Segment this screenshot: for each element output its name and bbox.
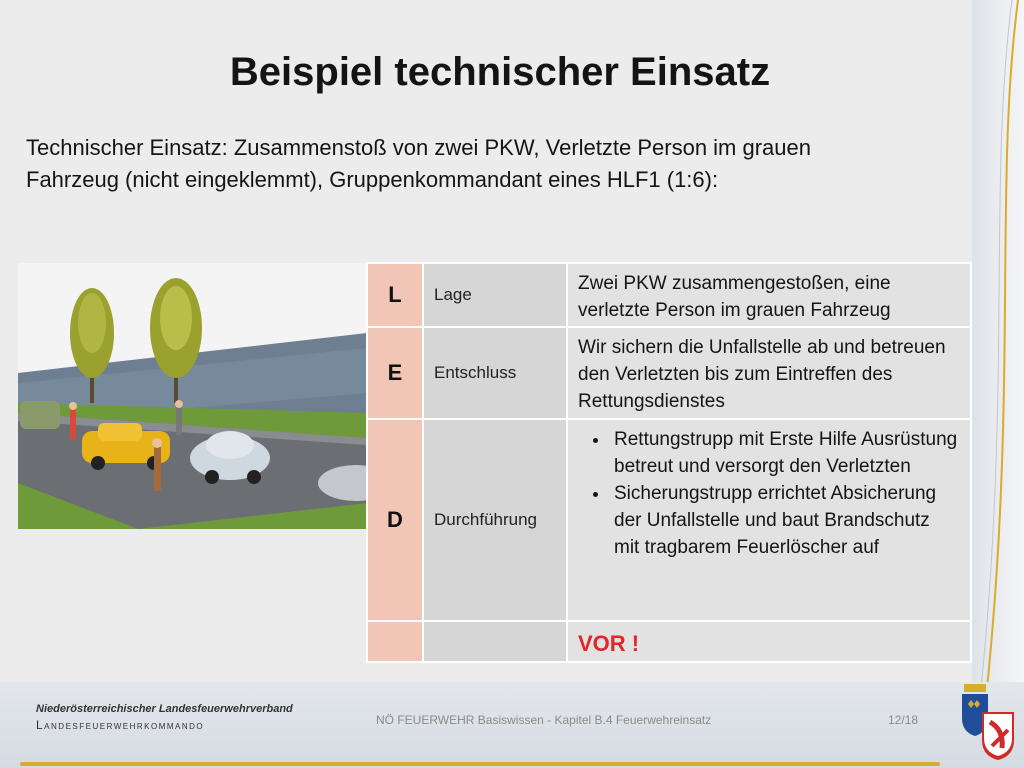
intro-text: [26, 132, 956, 196]
noe-feuerwehr-coat-of-arms-icon: [952, 678, 1022, 764]
list-item: • Rettungstrupp mit Erste Hilfe Ausrüstung betreut und versorgt den Verletzten: [610, 426, 960, 480]
row-text-durchfuehrung: [566, 418, 972, 622]
org-name: Niederösterreichischer Landesfeuerwehrverband: [36, 703, 293, 715]
row-letter-l: L: [366, 262, 424, 328]
page-title: Beispiel technischer Einsatz: [229, 50, 771, 94]
row-letter-e: E: [366, 326, 424, 420]
durchfuehrung-list: [578, 426, 960, 561]
intro-line-2: Fahrzeug (nicht eingeklemmt), Gruppenkommandant eines HLF1 (1:6):: [26, 167, 719, 192]
org-subtitle: Landesfeuerwehrkommando: [36, 718, 205, 732]
list-item: • Sicherungstrupp errichtet Absicherung der Unfallstelle und baut Brandschutz mit tragbarem Feuerlöscher auf: [610, 480, 960, 561]
page-number: 12/18: [888, 713, 919, 727]
vor-text: VOR !: [566, 620, 972, 663]
row-text-entschluss: Wir sichern die Unfallstelle ab und betreuen den Verletzten bis zum Eintreffen des Rettungsdienstes: [566, 326, 972, 420]
led-table: [366, 262, 972, 663]
footer-chapter: NÖ FEUERWEHR Basiswissen - Kapitel B.4 Feuerwehreinsatz: [376, 713, 712, 727]
intro-line-1: Technischer Einsatz: Zusammenstoß von zwei PKW, Verletzte Person im grauen: [26, 135, 811, 160]
footer-accent-line: [20, 762, 940, 766]
row-text-lage: Zwei PKW zusammengestoßen, eine verletzte Person im grauen Fahrzeug: [566, 262, 972, 328]
decor-lines: [972, 0, 1024, 768]
row-letter-d: D: [366, 418, 424, 622]
row-letter-empty: [366, 620, 424, 663]
row-label-durchfuehrung: Durchführung: [422, 418, 568, 622]
accident-scene-photo: [18, 263, 367, 529]
row-label-lage: Lage: [422, 262, 568, 328]
row-label-entschluss: Entschluss: [422, 326, 568, 420]
row-label-empty: [422, 620, 568, 663]
